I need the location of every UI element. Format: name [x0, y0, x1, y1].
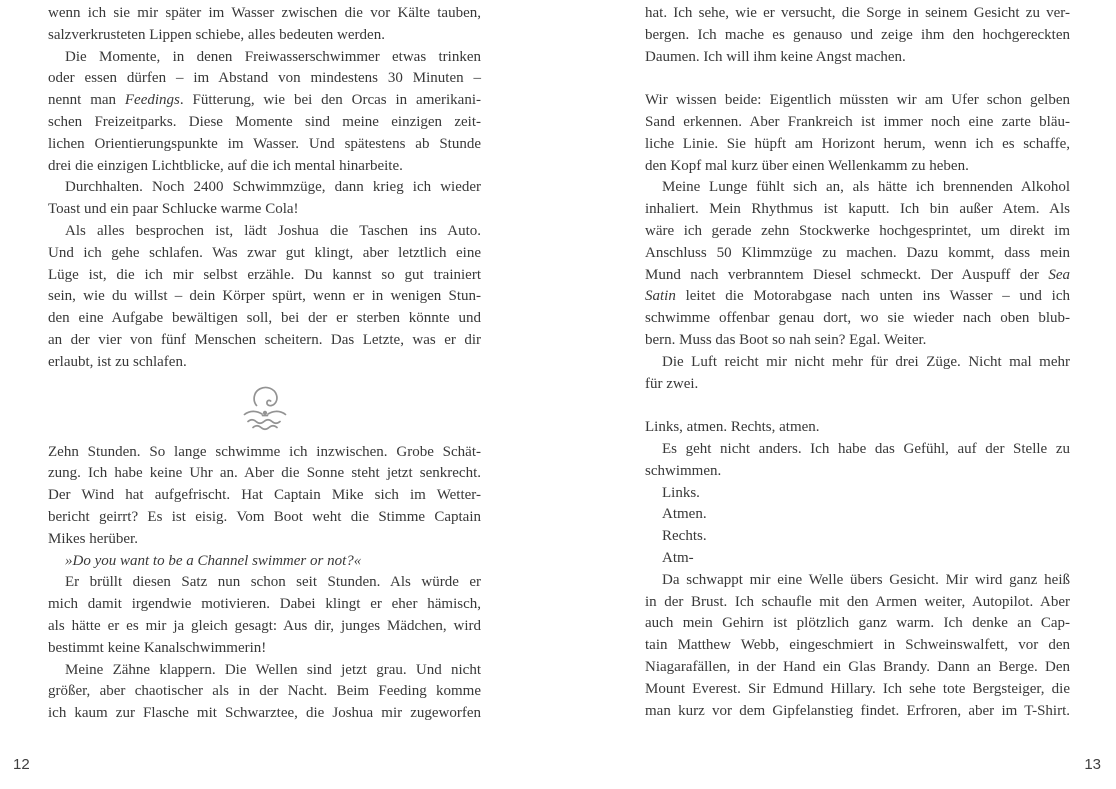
text-line: Der Wind hat aufgefrischt. Hat Captain Mike sich im Wetter-	[48, 487, 481, 504]
page-right-text	[645, 3, 1070, 722]
text-line: Durchhalten. Noch 2400 Schwimmzüge, dann krieg ich wieder	[65, 179, 481, 196]
text-line: Und ich gehe schlafen. Was zwar gut klingt, aber letztlich eine	[48, 244, 481, 261]
text-line: drei die einzigen Lichtblicke, auf die ich mental hinarbeite.	[48, 157, 403, 174]
text-line: den Kopf mal kurz über einen Wellenkamm zu heben.	[645, 157, 969, 174]
text-line: zung. Ich habe keine Uhr an. Aber die Sonne steht jetzt senkrecht.	[48, 465, 481, 482]
text-line: erlaubt, ist zu schlafen.	[48, 353, 187, 370]
text-line: Links, atmen. Rechts, atmen.	[645, 419, 820, 436]
text-line: inhaliert. Mein Rhythmus ist kaputt. Ich bin außer Atem. Als	[645, 201, 1070, 218]
text-line: tain Matthew Webb, eingeschmiert in Schweinswalfett, vor den	[645, 637, 1070, 654]
text-line: oder essen dürfen – im Abstand von mindestens 30 Minuten –	[48, 70, 481, 87]
swimmer-wave-ornament	[242, 383, 288, 433]
text-line: mich damit irgendwie motivieren. Dabei klingt er eher hämisch,	[48, 596, 481, 613]
text-line: bestimmt keine Kanalschwimmerin!	[48, 639, 267, 656]
paragraph-gap	[645, 395, 1070, 417]
text-line: Meine Zähne klappern. Die Wellen sind jetzt grau. Und nicht	[65, 661, 481, 678]
text-line: salzverkrusteten Lippen schiebe, alles bedeuten werden.	[48, 26, 385, 43]
paragraph-gap	[645, 68, 1070, 90]
text-line: Mund nach verbranntem Diesel schmeckt. Der Auspuff der Sea	[645, 266, 1070, 283]
text-line: den eine Aufgabe bewältigen soll, bei der er sterben könnte und	[48, 310, 481, 327]
text-line: sein, wie du willst – dein Körper spürt, wenn er in wenigen Stun-	[48, 288, 481, 305]
text-line: größer, aber chaotischer als in der Nacht. Beim Feeding komme	[48, 683, 481, 700]
text-line: an der vier von fünf Menschen scheitern. Das Letzte, was er dir	[48, 331, 481, 348]
text-line: auch mein Gehirn ist plötzlich ganz warm. Ich denke an Cap-	[645, 615, 1070, 632]
text-line: wäre ich gerade zehn Stockwerke hochgesprintet, um direkt im	[645, 222, 1070, 239]
page-number-right: 13	[1084, 756, 1101, 773]
text-line: ich kaum zur Flasche mit Schwarztee, die Joshua mir zugeworfen	[48, 705, 481, 722]
text-line: Lüge ist, die ich mir selbst erzähle. Du kannst so gut trainiert	[48, 266, 481, 283]
text-line: schwimme offenbar genau dort, wo sie wieder nach oben blub-	[645, 310, 1070, 327]
text-line: Die Luft reicht mir nicht mehr für drei Züge. Nicht mal mehr	[662, 353, 1070, 370]
text-line: Rechts.	[662, 528, 707, 545]
text-line: Meine Lunge fühlt sich an, als hätte ich brennenden Alkohol	[662, 179, 1070, 196]
text-line: lichen Orientierungspunkte im Wasser. Und spätestens ab Stunde	[48, 135, 481, 152]
text-line: hat. Ich sehe, wie er versucht, die Sorge in seinem Gesicht zu ver-	[645, 5, 1070, 21]
text-line: Da schwappt mir eine Welle übers Gesicht. Mir wird ganz heiß	[662, 571, 1070, 588]
text-line: man kurz vor dem Gipfelanstieg findet. Erfroren, aber im T-Shirt.	[645, 702, 1070, 719]
text-line: Niagarafällen, in der Hand ein Glas Brandy. Dann an Berge. Den	[645, 658, 1070, 675]
text-line: für zwei.	[645, 375, 699, 392]
text-line: Sand erkennen. Aber Frankreich ist immer noch eine zarte bläu-	[645, 113, 1070, 130]
text-line: Es geht nicht anders. Ich habe das Gefühl, auf der Stelle zu	[662, 440, 1070, 457]
text-line: schen Freizeitparks. Diese Momente sind meine einzigen zeit-	[48, 113, 481, 130]
text-line: bericht geirrt? Es ist eisig. Vom Boot weht die Stimme Captain	[48, 508, 481, 525]
text-line: Anschluss 50 Klimmzüge zu machen. Dazu kommt, dass mein	[645, 244, 1070, 261]
text-line: Mikes herüber.	[48, 530, 138, 547]
text-line: als hätte er es mir ja gleich gesagt: Aus dir, junges Mädchen, wird	[48, 617, 481, 634]
text-line: Die Momente, in denen Freiwasserschwimmer etwas trinken	[65, 48, 481, 65]
text-line: Er brüllt diesen Satz nun schon seit Stunden. Als würde er	[65, 574, 481, 591]
text-line: Zehn Stunden. So lange schwimme ich inzwischen. Grobe Schät-	[48, 443, 481, 460]
text-line: bergen. Ich mache es genauso und zeige ihm den hochgereckten	[645, 26, 1070, 43]
text-line: bern. Muss das Boot so nah sein? Egal. Weiter.	[645, 331, 927, 348]
text-line: Satin leitet die Motorabgase nach unten ins Wasser – und ich	[645, 288, 1070, 305]
text-line: Atm-	[662, 549, 694, 566]
text-line: »Do you want to be a Channel swimmer or not?«	[65, 552, 362, 569]
text-line: Wir wissen beide: Eigentlich müssten wir am Ufer schon gelben	[645, 92, 1070, 109]
text-line: schwimmen.	[645, 462, 722, 479]
text-line: Daumen. Ich will ihm keine Angst machen.	[645, 48, 906, 65]
text-line: Atmen.	[662, 506, 707, 523]
text-line: liche Linie. Sie hüpft am Horizont herum, wenn ich es schaffe,	[645, 135, 1070, 152]
text-line: wenn ich sie mir später im Wasser zwischen die vor Kälte tauben,	[48, 5, 481, 21]
page-left-text	[48, 3, 481, 725]
text-line: Toast und ein paar Schlucke warme Cola!	[48, 201, 299, 218]
text-line: in der Brust. Ich schaufle mit den Armen weiter, Autopilot. Aber	[645, 593, 1070, 610]
text-line: Als alles besprochen ist, lädt Joshua die Taschen ins Auto.	[65, 222, 481, 239]
text-line: nennt man Feedings. Fütterung, wie bei den Orcas in amerikani-	[48, 92, 481, 109]
page-number-left: 12	[13, 756, 30, 773]
section-break-ornament	[48, 374, 481, 442]
text-line: Mount Everest. Sir Edmund Hillary. Ich sehe tote Bergsteiger, die	[645, 680, 1070, 697]
text-line: Links.	[662, 484, 700, 501]
